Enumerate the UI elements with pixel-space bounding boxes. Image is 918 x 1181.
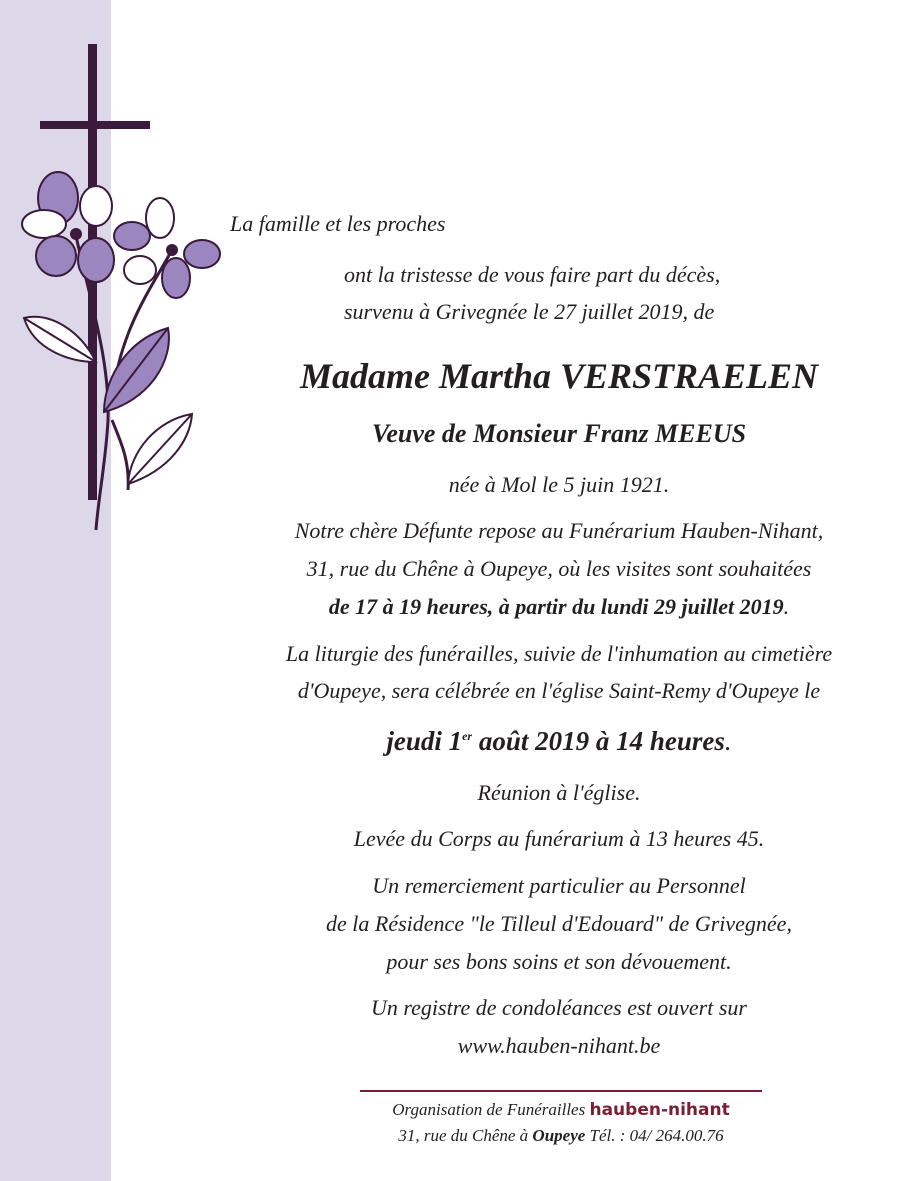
family-intro: La famille et les proches: [230, 211, 446, 236]
ceremony-line-2: d'Oupeye, sera célébrée en l'église Saint-Remy d'Oupeye le: [297, 678, 821, 703]
violet-flower-icon: [114, 198, 220, 298]
brand-logo: hauben-nihant: [589, 1100, 730, 1120]
deceased-name: Madame Martha VERSTRAELEN: [299, 356, 819, 396]
footer-divider: [360, 1090, 762, 1092]
announcement-line-1: ont la tristesse de vous faire part du décès,: [344, 262, 721, 287]
meeting-line: Réunion à l'église.: [477, 780, 641, 805]
spouse-line: Veuve de Monsieur Franz MEEUS: [371, 419, 747, 448]
ceremony-line-1: La liturgie des funérailles, suivie de l'inhumation au cimetière: [285, 641, 833, 666]
registry-line: Un registre de condoléances est ouvert sur: [371, 995, 747, 1020]
thanks-line-2: de la Résidence "le Tilleul d'Edouard" de Grivegnée,: [326, 911, 792, 936]
registry-url[interactable]: www.hauben-nihant.be: [457, 1033, 661, 1058]
ceremony-date: jeudi 1er août 2019 à 14 heures.: [386, 726, 732, 756]
thanks-line-3: pour ses bons soins et son dévouement.: [386, 949, 732, 974]
birth-line: née à Mol le 5 juin 1921.: [448, 472, 670, 497]
footer-address: 31, rue du Chêne à Oupeye Tél. : 04/ 264.00.76: [398, 1126, 724, 1145]
footer-organisation: Organisation de Funérailles hauben-nihant: [392, 1100, 730, 1120]
rest-line-2: 31, rue du Chêne à Oupeye, où les visites sont souhaitées: [306, 556, 812, 581]
thanks-line-1: Un remerciement particulier au Personnel: [372, 873, 746, 898]
rest-line-1: Notre chère Défunte repose au Funérarium Hauben-Nihant,: [294, 518, 824, 543]
announcement-line-2: survenu à Grivegnée le 27 juillet 2019, de: [344, 299, 715, 324]
leaf-icons: [24, 317, 192, 484]
violet-flower-icon: [22, 172, 114, 282]
levee-line: Levée du Corps au funérarium à 13 heures 45.: [353, 826, 765, 851]
visiting-hours-text: de 17 à 19 heures, à partir du lundi 29 juillet 2019: [328, 594, 784, 619]
visiting-hours: de 17 à 19 heures, à partir du lundi 29 juillet 2019.: [328, 594, 790, 619]
